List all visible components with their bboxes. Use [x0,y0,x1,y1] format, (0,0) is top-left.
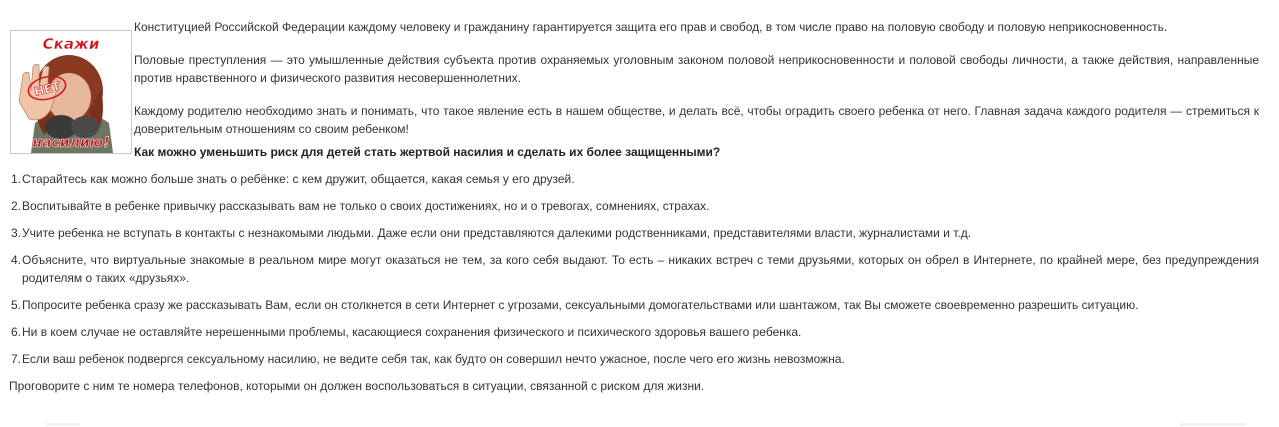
list-number: 3. [11,226,22,240]
list-item [8,350,1259,368]
tips-list [8,170,1259,368]
list-item [8,197,1259,215]
list-item [8,296,1259,314]
intro-block [8,0,1259,161]
poster-bottom-text: насилию! [32,135,110,151]
list-number: 4. [11,253,22,267]
list-text: Воспитывайте в ребенке привычку рассказывать вам не только о своих достижениях, но и о тревогах, сомнениях, страхах. [22,199,710,213]
list-text: Попросите ребенка сразу же рассказывать Вам, если он столкнется в сети Интернет с угрозами, сексуальными домогательствами или шантажом, так Вы сможете своевременно разрешить ситуацию. [22,298,1139,312]
poster-stamp-text: НЕТ [32,78,62,99]
list-text: Если ваш ребенок подвергся сексуальному насилию, не ведите себя так, как будто он совершил нечто ужасное, после чего его жизнь невозможна. [22,352,845,366]
paragraph-parents: Каждому родителю необходимо знать и понимать, что такое явление есть в нашем обществе, и делать всё, чтобы оградить своего ребенка от него. Главная задача каждого родителя — стремиться к доверительным отношениям со своим ребенком! [134,104,1259,136]
list-number: 1. [11,172,22,186]
list-text: Ни в коем случае не оставляйте нерешенными проблемы, касающиеся сохранения физического и психического здоровья вашего ребенка. [22,325,802,339]
intro-text [134,0,1259,161]
list-item [8,170,1259,188]
list-text: Учите ребенка не вступать в контакты с незнакомыми людьми. Даже если они представляются далекими родственниками, представителями власти, журналистами и т.д. [22,226,972,240]
paragraph-definition: Половые преступления — это умышленные действия субъекта против охраняемых уголовным законом половой неприкосновенности и половой свободы личности, а также действия, направленные против нравственного и физического развития несовершеннолетних. [134,53,1259,85]
list-number: 2. [11,199,22,213]
list-item [8,251,1259,287]
list-number: 7. [11,352,22,366]
article [8,0,1259,395]
closing-paragraph: Проговорите с ним те номера телефонов, которыми он должен воспользоваться в ситуации, связанной с риском для жизни. [9,379,705,393]
divider-left [46,423,80,426]
list-number: 5. [11,298,22,312]
list-item [8,224,1259,242]
list-text: Старайтесь как можно больше знать о ребёнке: с кем дружит, общается, какая семья у его друзей. [22,172,575,186]
poster-top-text: Скажи [42,35,100,53]
section-heading: Как можно уменьшить риск для детей стать жертвой насилия и сделать их более защищенными? [134,145,721,159]
stop-violence-poster [10,30,132,154]
hand-stop-child-poster-icon [11,31,131,153]
paragraph-constitution: Конституцией Российской Федерации каждому человеку и гражданину гарантируется защита его прав и свобод, в том числе право на половую свободу и половую неприкосновенность. [134,20,1168,34]
list-text: Объясните, что виртуальные знакомые в реальном мире могут оказаться не тем, за кого себя выдают. То есть – никаких встреч с теми друзьями, которых он обрел в Интернете, по крайней мере, без предупреждения родителям о таких «друзьях». [22,253,1259,285]
list-number: 6. [11,325,22,339]
list-item [8,323,1259,341]
divider-right [1180,423,1246,426]
